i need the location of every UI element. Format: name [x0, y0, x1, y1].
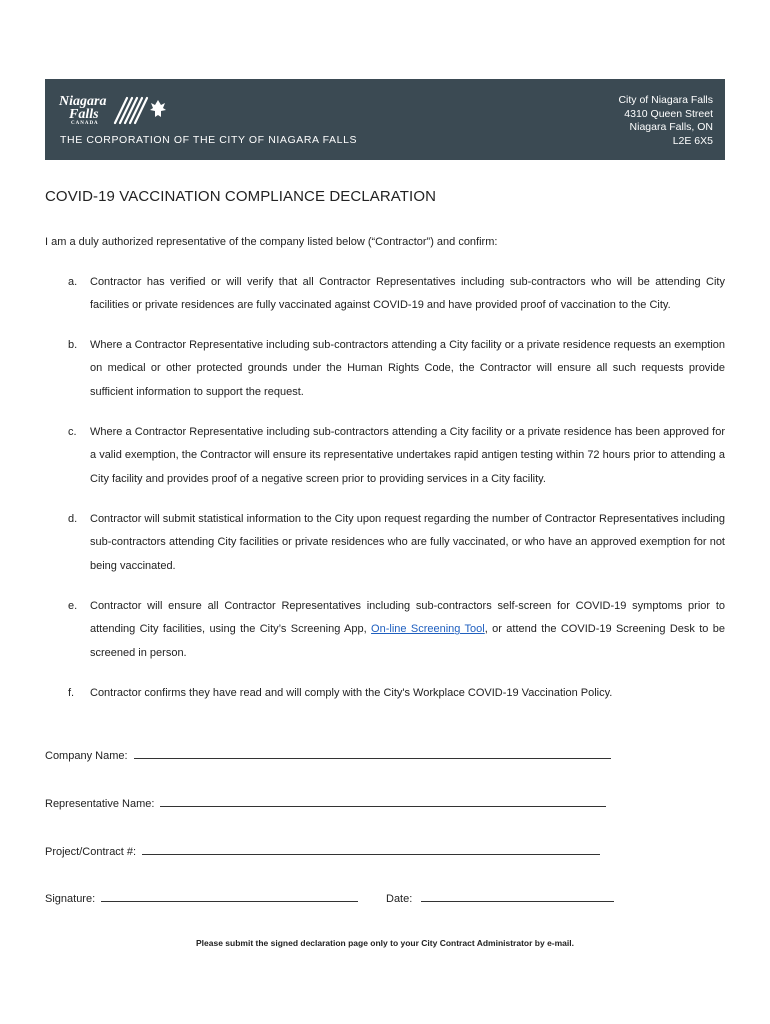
address-line: City of Niagara Falls — [618, 94, 713, 106]
company-name-field — [45, 749, 611, 762]
project-contract-field — [45, 845, 600, 858]
project-contract-line[interactable] — [142, 845, 600, 855]
intro-text: I am a duly authorized representative of the company listed below (“Contractor”) and confirm: — [45, 236, 498, 248]
item-letter: d. — [68, 513, 78, 525]
date-line[interactable] — [421, 892, 614, 902]
niagara-falls-logo — [59, 93, 179, 131]
company-name-label: Company Name: — [45, 750, 128, 762]
item-text: Contractor confirms they have read and will comply with the City's Workplace COVID-19 Vaccination Policy. — [90, 687, 613, 699]
list-item — [45, 421, 725, 491]
address-line: 4310 Queen Street — [624, 107, 713, 120]
item-text: Contractor will submit statistical information to the City upon request regarding the number of Contractor Representatives including sub-contractors attending City facilities or private residences who are fully vaccinated, or who have an approved exemption for not being vaccinated. — [90, 513, 725, 572]
online-screening-tool-link[interactable]: On-line Screening Tool — [371, 623, 485, 636]
address-line: L2E 6X5 — [672, 134, 713, 147]
item-letter: e. — [68, 600, 78, 612]
item-letter: b. — [68, 339, 78, 351]
logo-line2: Falls — [69, 107, 99, 122]
representative-name-field — [45, 797, 606, 810]
list-item — [45, 682, 725, 705]
item-letter: a. — [68, 276, 78, 288]
project-contract-label: Project/Contract #: — [45, 846, 137, 858]
logo-line3: CANADA — [71, 121, 99, 126]
representative-name-label: Representative Name: — [45, 798, 155, 810]
item-text-after: , or attend the COVID-19 Screening Desk to be screened in person. — [90, 623, 726, 659]
item-text-before: Contractor will ensure all Contractor Representatives including sub-contractors self-screen for COVID-19 symptoms prior to attending City facilities, using the City’s Screening App, — [90, 600, 725, 636]
logo-line1: Niagara — [59, 94, 107, 109]
company-name-line[interactable] — [134, 749, 611, 759]
date-label: Date: — [386, 893, 413, 905]
list-item — [45, 334, 725, 404]
list-item — [45, 271, 725, 318]
item-letter: c. — [68, 426, 77, 438]
submission-note: Please submit the signed declaration page only to your City Contract Administrator by e-mail. — [195, 938, 574, 948]
signature-label: Signature: — [45, 893, 96, 905]
date-field — [386, 892, 614, 905]
address-line: Niagara Falls, ON — [629, 121, 713, 133]
list-item — [45, 595, 725, 665]
signature-line[interactable] — [101, 892, 358, 902]
item-text — [90, 595, 725, 665]
corporation-name: THE CORPORATION OF THE CITY OF NIAGARA FALLS — [60, 134, 358, 146]
item-text: Where a Contractor Representative including sub-contractors attending a City facility or a private residence requests an exemption on medical or other protected grounds under the Human Rights Code, the Contractor will ensure all such requests provide sufficient information to support the request. — [90, 339, 725, 398]
document-title: COVID-19 VACCINATION COMPLIANCE DECLARATION — [45, 188, 437, 205]
item-text: Where a Contractor Representative including sub-contractors attending a City facility or a private residence has been approved for a valid exemption, the Contractor will ensure its representative undertakes rapid antigen testing within 72 hours prior to attending a City facility and provides proof of a negative screen prior to providing services in a City facility. — [90, 426, 725, 485]
waterfall-maple-icon — [109, 95, 169, 127]
city-address — [618, 94, 713, 148]
signature-field — [45, 892, 358, 905]
header-banner — [45, 79, 725, 160]
representative-name-line[interactable] — [160, 797, 606, 807]
item-letter: f. — [68, 687, 75, 699]
item-text: Contractor has verified or will verify that all Contractor Representatives including sub-contractors who will be attending City facilities or private residences are fully vaccinated against COVID-19 and have provided proof of vaccination to the City. — [90, 276, 725, 312]
list-item — [45, 508, 725, 578]
